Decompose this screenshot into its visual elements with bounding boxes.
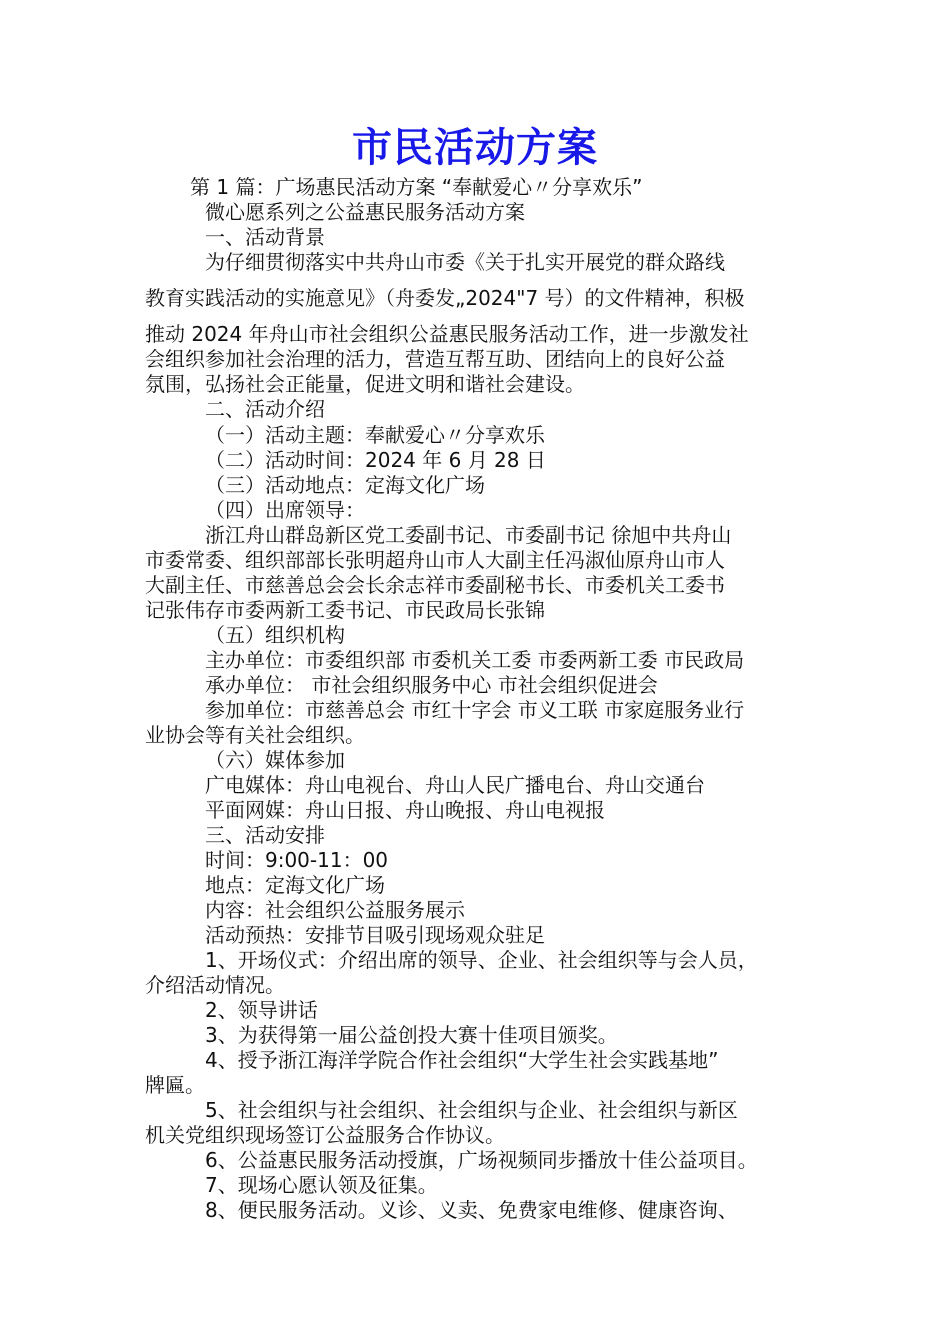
text-line: 内容：社会组织公益服务展示 — [205, 898, 465, 922]
text-line: （二）活动时间：2024 年 6 月 28 日 — [205, 448, 546, 472]
text-line: 2、领导讲话 — [205, 998, 318, 1022]
text-line: 教育实践活动的实施意见》（舟委发„2024"7 号）的文件精神，积极 — [145, 286, 745, 310]
text-line: （一）活动主题：奉献爱心〃分享欢乐 — [205, 423, 545, 447]
text-line: 参加单位：市慈善总会 市红十字会 市义工联 市家庭服务业行 — [205, 698, 745, 722]
document-title: 市民活动方案 — [352, 125, 598, 171]
text-line: 氛围，弘扬社会正能量，促进文明和谐社会建设。 — [145, 372, 585, 396]
text-line: 广电媒体：舟山电视台、舟山人民广播电台、舟山交通台 — [205, 773, 705, 797]
text-line: 业协会等有关社会组织。 — [145, 723, 365, 747]
text-line: 牌匾。 — [145, 1073, 205, 1097]
text-line: 1、开场仪式：介绍出席的领导、企业、社会组织等与会人员， — [205, 948, 758, 972]
text-line: 活动预热：安排节目吸引现场观众驻足 — [205, 923, 545, 947]
text-line: 平面网媒：舟山日报、舟山晚报、舟山电视报 — [205, 798, 605, 822]
text-line: 市委常委、组织部部长张明超舟山市人大副主任冯淑仙原舟山市人 — [145, 548, 725, 572]
text-line: 浙江舟山群岛新区党工委副书记、市委副书记 徐旭中共舟山 — [205, 523, 732, 547]
text-line: 5、社会组织与社会组织、社会组织与企业、社会组织与新区 — [205, 1098, 738, 1122]
text-line: 三、活动安排 — [205, 823, 325, 847]
text-line: 为仔细贯彻落实中共舟山市委《关于扎实开展党的群众路线 — [205, 250, 725, 274]
text-line: 4、授予浙江海洋学院合作社会组织“大学生社会实践基地” — [205, 1048, 719, 1072]
text-line: 3、为获得第一届公益创投大赛十佳项目颁奖。 — [205, 1023, 618, 1047]
text-line: 推动 2024 年舟山市社会组织公益惠民服务活动工作，进一步激发社 — [145, 322, 749, 346]
text-line: （六）媒体参加 — [205, 748, 345, 772]
text-line: 大副主任、市慈善总会会长余志祥市委副秘书长、市委机关工委书 — [145, 573, 725, 597]
text-line: 第 1 篇：广场惠民活动方案 “奉献爱心〃分享欢乐” — [190, 175, 643, 199]
text-line: 机关党组织现场签订公益服务合作协议。 — [145, 1123, 505, 1147]
text-line: （三）活动地点：定海文化广场 — [205, 473, 485, 497]
text-line: 6、公益惠民服务活动授旗，广场视频同步播放十佳公益项目。 — [205, 1148, 758, 1172]
text-line: 时间：9:00-11：00 — [205, 848, 389, 872]
text-line: 一、活动背景 — [205, 225, 325, 249]
text-line: 7、现场心愿认领及征集。 — [205, 1173, 438, 1197]
text-line: 主办单位：市委组织部 市委机关工委 市委两新工委 市民政局 — [205, 648, 745, 672]
text-line: 介绍活动情况。 — [145, 973, 285, 997]
text-line: 8、便民服务活动。义诊、义卖、免费家电维修、健康咨询、 — [205, 1198, 738, 1222]
text-line: 微心愿系列之公益惠民服务活动方案 — [205, 200, 525, 224]
text-line: 记张伟存市委两新工委书记、市民政局长张锦 — [145, 598, 545, 622]
text-line: 地点：定海文化广场 — [205, 873, 385, 897]
text-line: 承办单位： 市社会组织服务中心 市社会组织促进会 — [205, 673, 658, 697]
text-line: 二、活动介绍 — [205, 397, 325, 421]
text-line: （五）组织机构 — [205, 623, 345, 647]
text-line: （四）出席领导： — [205, 498, 365, 522]
text-line: 会组织参加社会治理的活力，营造互帮互助、团结向上的良好公益 — [145, 347, 725, 371]
